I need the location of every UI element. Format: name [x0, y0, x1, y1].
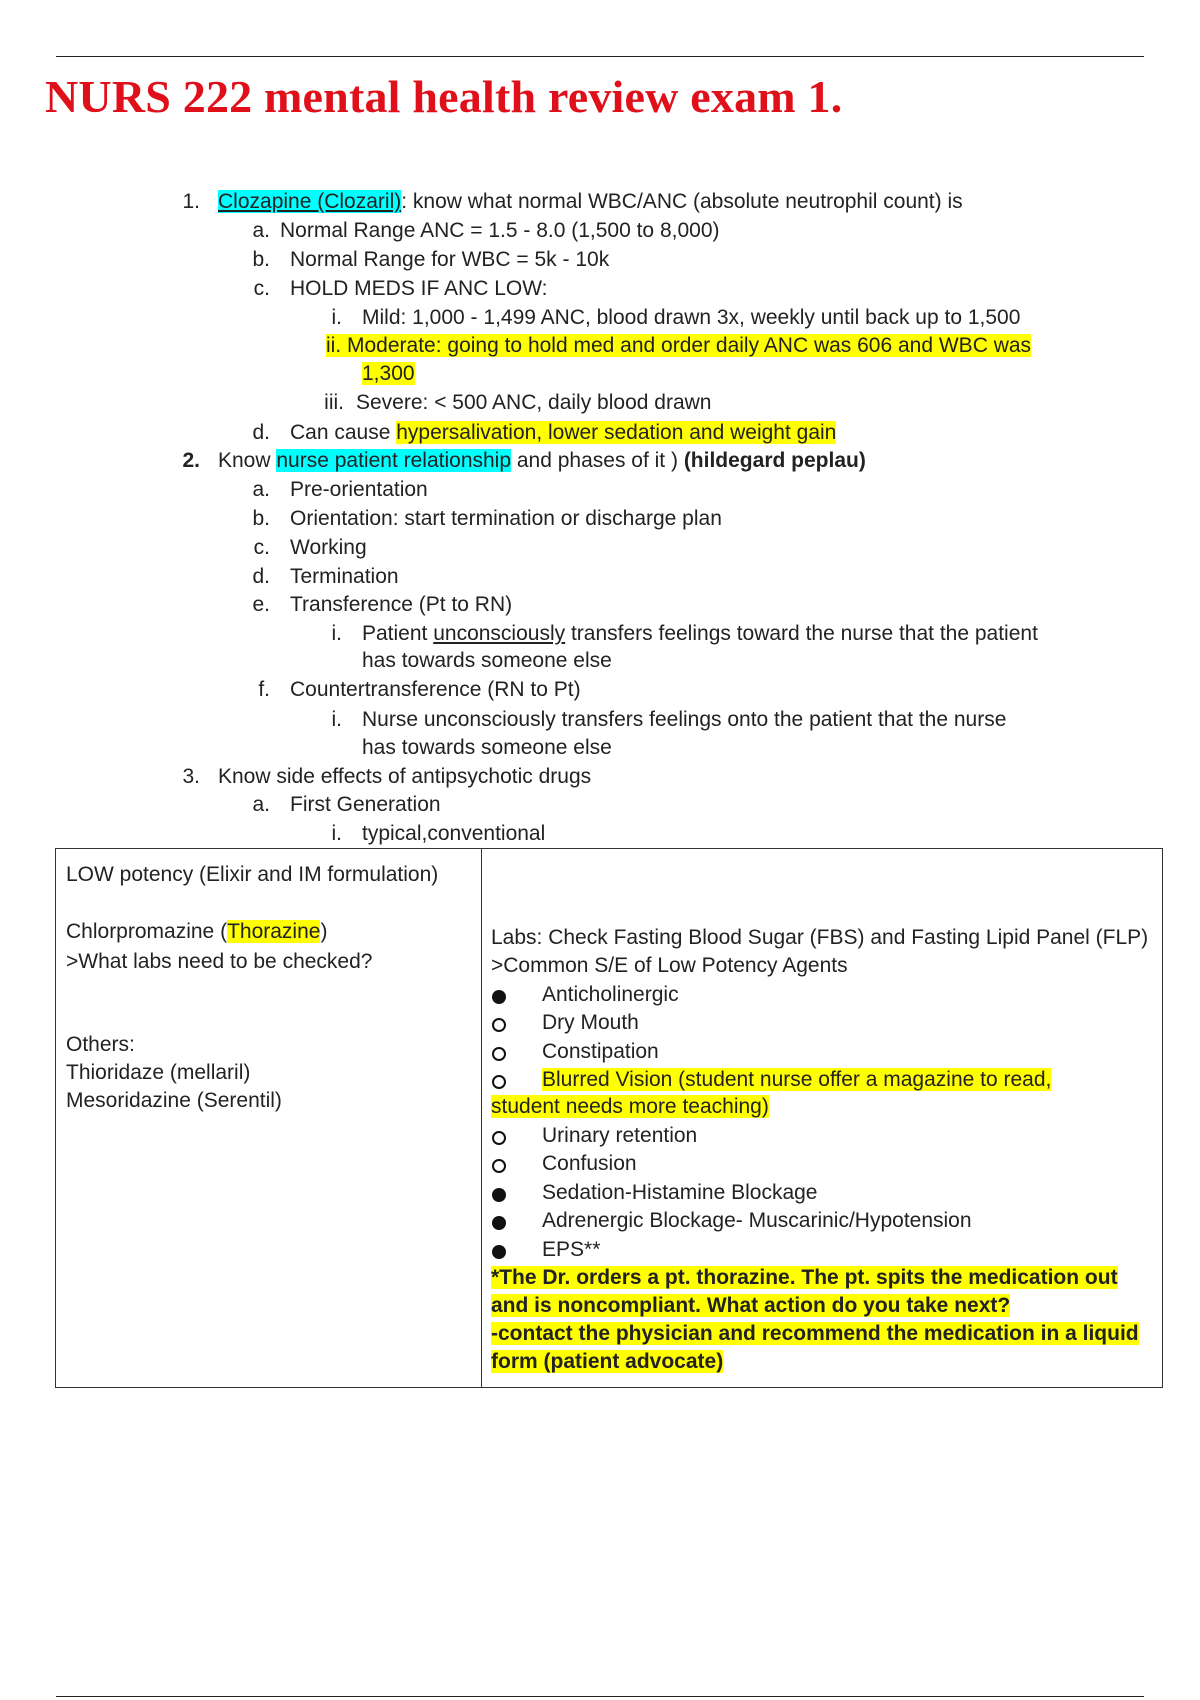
list-subsubitem: Patient unconsciously transfers feelings toward the nurse that the patient	[362, 622, 1038, 645]
list-roman: i.	[331, 622, 342, 645]
list-subitem: Can cause hypersalivation, lower sedation and weight gain	[290, 421, 837, 444]
clinical-note-line: and is noncompliant. What action do you take next?	[491, 1294, 1011, 1317]
table-left-heading: LOW potency (Elixir and IM formulation)	[66, 863, 439, 886]
list-subitem: Orientation: start termination or discharge plan	[290, 507, 722, 530]
filled-bullet-icon	[492, 1245, 506, 1259]
open-bullet-icon	[492, 1018, 506, 1032]
list-subsubitem-cont: has towards someone else	[362, 649, 612, 672]
open-bullet-icon	[492, 1159, 506, 1173]
page-title: NURS 222 mental health review exam 1.	[45, 71, 843, 122]
effect-item: Adrenergic Blockage- Muscarinic/Hypotension	[542, 1209, 972, 1232]
highlight-thorazine: Thorazine	[227, 920, 321, 943]
list-roman: i.	[331, 822, 342, 845]
open-bullet-icon	[492, 1047, 506, 1061]
clinical-note-line: form (patient advocate)	[491, 1350, 724, 1373]
table-right-labs: Labs: Check Fasting Blood Sugar (FBS) and Fasting Lipid Panel (FLP)	[491, 926, 1149, 949]
filled-bullet-icon	[492, 1188, 506, 1202]
list-letter: f.	[258, 678, 270, 701]
table-left-others-label: Others:	[66, 1033, 135, 1056]
table-left-other-drug: Thioridaze (mellaril)	[66, 1061, 251, 1084]
effect-item-blurred-vision: Blurred Vision (student nurse offer a magazine to read,	[542, 1068, 1052, 1091]
list-subsubitem: typical,conventional	[362, 822, 546, 845]
filled-bullet-icon	[492, 990, 506, 1004]
list-letter: a.	[252, 478, 270, 501]
effect-item: Urinary retention	[542, 1124, 698, 1147]
list-roman: i.	[331, 708, 342, 731]
item-text: : know what normal WBC/ANC (absolute neutrophil count) is	[401, 190, 963, 213]
list-subitem: Normal Range for WBC = 5k - 10k	[290, 248, 610, 271]
list-letter: d.	[252, 565, 270, 588]
list-subitem: Termination	[290, 565, 399, 588]
list-roman: i.	[331, 306, 342, 329]
list-number: 1.	[182, 190, 200, 213]
list-subitem: HOLD MEDS IF ANC LOW:	[290, 277, 548, 300]
list-subsubitem-moderate: ii. Moderate: going to hold med and order daily ANC was 606 and WBC was	[326, 334, 1032, 357]
list-letter: e.	[252, 593, 270, 616]
list-subsubitem: Nurse unconsciously transfers feelings onto the patient that the nurse	[362, 708, 1007, 731]
open-bullet-icon	[492, 1075, 506, 1089]
table-column-divider	[481, 849, 482, 1387]
list-letter: a.	[252, 793, 270, 816]
effect-item: EPS**	[542, 1238, 601, 1261]
list-subsubitem-moderate-cont: 1,300	[362, 362, 415, 385]
list-letter: d.	[252, 421, 270, 444]
highlight-clozapine: Clozapine (Clozaril)	[218, 190, 402, 213]
list-letter: c.	[253, 277, 270, 300]
list-item-1	[218, 189, 963, 215]
list-letter: b.	[252, 507, 270, 530]
highlight-relationship: nurse patient relationship	[276, 449, 512, 472]
effect-item: Confusion	[542, 1152, 637, 1175]
list-subitem: Countertransference (RN to Pt)	[290, 678, 581, 701]
top-rule	[56, 56, 1144, 57]
list-subsubitem: Severe: < 500 ANC, daily blood drawn	[356, 391, 712, 414]
list-subitem: Transference (Pt to RN)	[290, 593, 513, 616]
list-number: 3.	[182, 765, 200, 788]
filled-bullet-icon	[492, 1216, 506, 1230]
list-roman: iii.	[324, 391, 344, 414]
clinical-note-line: -contact the physician and recommend the medication in a liquid	[491, 1322, 1139, 1345]
list-subsubitem: Mild: 1,000 - 1,499 ANC, blood drawn 3x, weekly until back up to 1,500	[362, 306, 1021, 329]
clinical-note-line: *The Dr. orders a pt. thorazine. The pt. spits the medication out	[491, 1266, 1118, 1289]
effect-item: Dry Mouth	[542, 1011, 639, 1034]
side-effects-table	[55, 848, 1163, 1388]
open-bullet-icon	[492, 1131, 506, 1145]
list-letter: b.	[252, 248, 270, 271]
effect-item: Constipation	[542, 1040, 659, 1063]
table-left-other-drug: Mesoridazine (Serentil)	[66, 1089, 282, 1112]
effect-item: Anticholinergic	[542, 983, 679, 1006]
list-number: 2.	[182, 449, 200, 472]
list-subitem: Pre-orientation	[290, 478, 428, 501]
list-subsubitem-cont: has towards someone else	[362, 736, 612, 759]
list-item-3: Know side effects of antipsychotic drugs	[218, 765, 592, 788]
list-subitem: First Generation	[290, 793, 441, 816]
effect-item-cont: student needs more teaching)	[491, 1095, 769, 1118]
list-letter: c.	[253, 536, 270, 559]
list-item-2: Know nurse patient relationship and phases of it ) (hildegard peplau)	[218, 449, 866, 472]
list-letter: a.	[252, 219, 270, 242]
bottom-rule	[56, 1696, 1144, 1697]
highlight-side-effects: hypersalivation, lower sedation and weight gain	[396, 421, 837, 444]
table-left-question: >What labs need to be checked?	[66, 950, 373, 973]
list-subitem: Normal Range ANC = 1.5 - 8.0 (1,500 to 8,000)	[280, 219, 720, 242]
table-right-common: >Common S/E of Low Potency Agents	[491, 954, 848, 977]
list-subitem: Working	[290, 536, 367, 559]
effect-item: Sedation-Histamine Blockage	[542, 1181, 818, 1204]
table-left-drug: Chlorpromazine (Thorazine)	[66, 920, 328, 943]
